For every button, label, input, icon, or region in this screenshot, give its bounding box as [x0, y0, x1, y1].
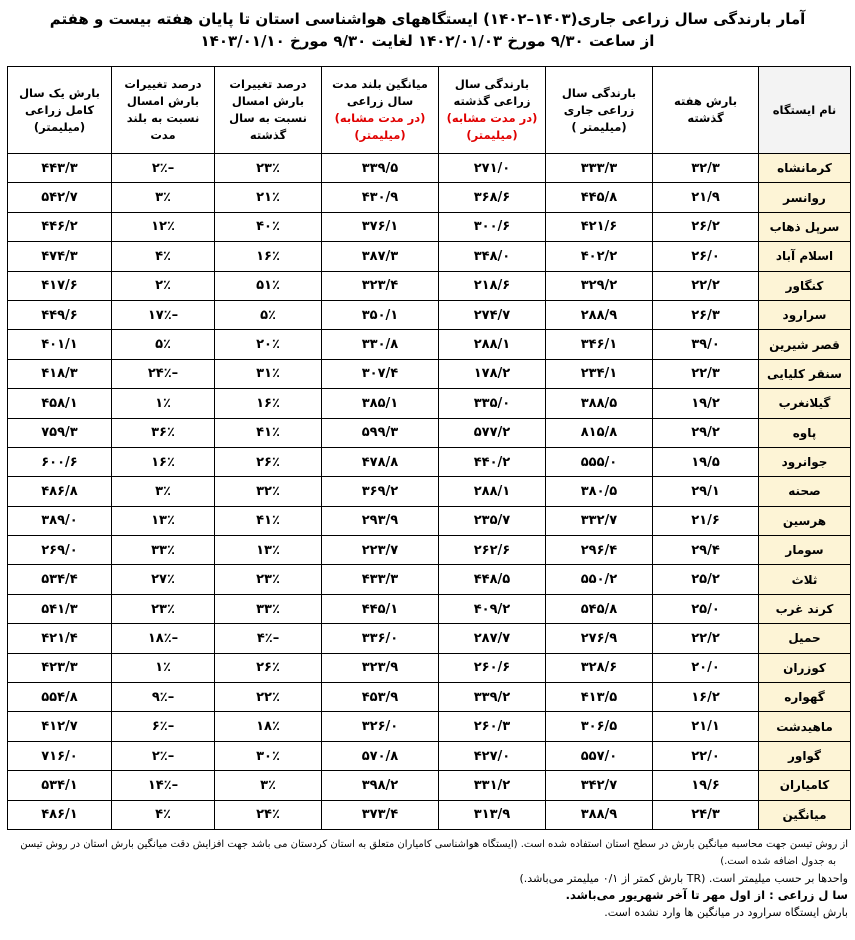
cell-pct-long: –۶٪ [112, 712, 215, 741]
note-sararud: بارش ایستگاه سرارود در میانگین ها وارد نشده است. [604, 906, 848, 919]
cell-longterm: ۲۲۳/۷ [322, 536, 439, 565]
cell-full: ۴۴۶/۲ [8, 212, 112, 241]
cell-current: ۵۵۷/۰ [546, 741, 653, 770]
cell-last: ۴۲۷/۰ [439, 741, 546, 770]
cell-station: اسلام آباد [759, 242, 851, 271]
cell-longterm: ۴۳۳/۳ [322, 565, 439, 594]
cell-pct-long: ۱۳٪ [112, 506, 215, 535]
cell-pct-long: –۲٪ [112, 154, 215, 183]
footnotes [5, 836, 848, 921]
cell-current: ۵۵۵/۰ [546, 447, 653, 476]
cell-last: ۱۷۸/۲ [439, 359, 546, 388]
cell-longterm: ۵۹۹/۳ [322, 418, 439, 447]
cell-last: ۳۶۸/۶ [439, 183, 546, 212]
table-row [8, 771, 851, 800]
cell-longterm: ۴۷۸/۸ [322, 447, 439, 476]
cell-last: ۲۳۵/۷ [439, 506, 546, 535]
cell-pct-last: ۱۶٪ [215, 389, 322, 418]
cell-pct-last: ۱۳٪ [215, 536, 322, 565]
title-line-2: از ساعت ۹/۳۰ مورخ ۱۴۰۲/۰۱/۰۳ لغایت ۹/۳۰ مورخ ۱۴۰۳/۰۱/۱۰ [200, 32, 655, 50]
cell-full: ۴۱۲/۷ [8, 712, 112, 741]
cell-longterm: ۲۹۳/۹ [322, 506, 439, 535]
cell-pct-long: ۳٪ [112, 183, 215, 212]
note-units: واحدها بر حسب میلیمتر است. (TR بارش کمتر از ۰/۱ میلیمتر می‌باشد.) [519, 872, 848, 885]
cell-full: ۵۴۱/۳ [8, 594, 112, 623]
cell-longterm: ۳۲۳/۹ [322, 653, 439, 682]
cell-pct-last: ۲۶٪ [215, 653, 322, 682]
table-row [8, 183, 851, 212]
cell-week: ۱۹/۵ [653, 447, 759, 476]
cell-week: ۲۲/۲ [653, 624, 759, 653]
cell-station: کرند غرب [759, 594, 851, 623]
cell-pct-last: ۲۶٪ [215, 447, 322, 476]
cell-longterm: ۴۴۵/۱ [322, 594, 439, 623]
cell-current: ۴۰۲/۲ [546, 242, 653, 271]
header-row [8, 67, 851, 154]
cell-pct-long: ۲۷٪ [112, 565, 215, 594]
cell-full: ۵۳۴/۱ [8, 771, 112, 800]
header-full-year: بارش یک سال کامل زراعی (میلیمتر) [8, 67, 112, 154]
cell-longterm: ۳۳۹/۵ [322, 154, 439, 183]
cell-current: ۲۹۶/۴ [546, 536, 653, 565]
cell-station: قصر شیرین [759, 330, 851, 359]
cell-week: ۲۲/۰ [653, 741, 759, 770]
cell-week: ۲۹/۲ [653, 418, 759, 447]
cell-full: ۴۲۱/۴ [8, 624, 112, 653]
cell-station: حمیل [759, 624, 851, 653]
cell-last: ۴۰۹/۲ [439, 594, 546, 623]
table-row [8, 594, 851, 623]
cell-current: ۵۴۵/۸ [546, 594, 653, 623]
cell-pct-long: ۳۶٪ [112, 418, 215, 447]
cell-current: ۳۴۶/۱ [546, 330, 653, 359]
header-station: نام ایستگاه [759, 67, 851, 154]
cell-last: ۳۰۰/۶ [439, 212, 546, 241]
table-row [8, 800, 851, 829]
cell-week: ۲۲/۳ [653, 359, 759, 388]
cell-week: ۲۱/۹ [653, 183, 759, 212]
table-row [8, 683, 851, 712]
cell-full: ۴۸۶/۸ [8, 477, 112, 506]
cell-station: گهواره [759, 683, 851, 712]
cell-station: سومار [759, 536, 851, 565]
cell-current: ۳۳۳/۳ [546, 154, 653, 183]
cell-current: ۲۷۶/۹ [546, 624, 653, 653]
cell-pct-long: –۹٪ [112, 683, 215, 712]
cell-full: ۵۴۲/۷ [8, 183, 112, 212]
cell-pct-last: ۴۰٪ [215, 212, 322, 241]
cell-pct-last: ۲۳٪ [215, 154, 322, 183]
cell-pct-long: ۱٪ [112, 653, 215, 682]
cell-full: ۳۸۹/۰ [8, 506, 112, 535]
cell-full: ۴۱۸/۳ [8, 359, 112, 388]
cell-pct-last: ۱۶٪ [215, 242, 322, 271]
cell-week: ۲۲/۲ [653, 271, 759, 300]
cell-station: سرارود [759, 300, 851, 329]
cell-longterm: ۳۸۵/۱ [322, 389, 439, 418]
cell-longterm: ۵۷۰/۸ [322, 741, 439, 770]
cell-last: ۳۳۱/۲ [439, 771, 546, 800]
cell-week: ۲۶/۲ [653, 212, 759, 241]
cell-station: هرسین [759, 506, 851, 535]
cell-pct-last: ۵۱٪ [215, 271, 322, 300]
cell-week: ۱۶/۲ [653, 683, 759, 712]
cell-last: ۲۷۴/۷ [439, 300, 546, 329]
table-row [8, 536, 851, 565]
cell-full: ۴۸۶/۱ [8, 800, 112, 829]
cell-current: ۳۳۲/۷ [546, 506, 653, 535]
cell-full: ۷۵۹/۳ [8, 418, 112, 447]
table-row [8, 624, 851, 653]
cell-last: ۲۶۰/۳ [439, 712, 546, 741]
cell-current: ۴۲۱/۶ [546, 212, 653, 241]
cell-pct-long: –۱۸٪ [112, 624, 215, 653]
cell-longterm: ۴۵۳/۹ [322, 683, 439, 712]
cell-longterm: ۳۸۷/۳ [322, 242, 439, 271]
cell-station: گواور [759, 741, 851, 770]
header-week: بارش هفته گذشته [653, 67, 759, 154]
cell-week: ۲۰/۰ [653, 653, 759, 682]
header-last: بارندگی سال زراعی گذشته (در مدت مشابه) (میلیمتر) [439, 67, 546, 154]
cell-current: ۳۴۲/۷ [546, 771, 653, 800]
cell-station: پاوه [759, 418, 851, 447]
cell-longterm: ۳۳۰/۸ [322, 330, 439, 359]
cell-pct-last: ۳۳٪ [215, 594, 322, 623]
cell-longterm: ۳۶۹/۲ [322, 477, 439, 506]
cell-pct-long: –۱۷٪ [112, 300, 215, 329]
cell-longterm: ۳۳۶/۰ [322, 624, 439, 653]
note-method-cont: به جدول اضافه شده است.) [720, 856, 836, 867]
cell-longterm: ۳۷۶/۱ [322, 212, 439, 241]
cell-pct-long: –۲٪ [112, 741, 215, 770]
cell-pct-long: ۳۳٪ [112, 536, 215, 565]
cell-current: ۲۳۴/۱ [546, 359, 653, 388]
table-row [8, 389, 851, 418]
cell-pct-long: ۴٪ [112, 242, 215, 271]
cell-current: ۳۸۰/۵ [546, 477, 653, 506]
cell-pct-last: ۵٪ [215, 300, 322, 329]
cell-pct-last: ۳٪ [215, 771, 322, 800]
cell-station: روانسر [759, 183, 851, 212]
cell-pct-last: ۴۱٪ [215, 418, 322, 447]
table-row [8, 477, 851, 506]
cell-pct-long: ۵٪ [112, 330, 215, 359]
cell-last: ۲۸۸/۱ [439, 477, 546, 506]
cell-week: ۳۹/۰ [653, 330, 759, 359]
cell-longterm: ۳۵۰/۱ [322, 300, 439, 329]
cell-pct-long: ۲۳٪ [112, 594, 215, 623]
cell-station: سرپل ذهاب [759, 212, 851, 241]
cell-current: ۳۲۸/۶ [546, 653, 653, 682]
table-row [8, 300, 851, 329]
cell-current: ۳۰۶/۵ [546, 712, 653, 741]
cell-full: ۴۵۸/۱ [8, 389, 112, 418]
table-row [8, 741, 851, 770]
cell-pct-long: ۳٪ [112, 477, 215, 506]
cell-pct-long: ۲٪ [112, 271, 215, 300]
cell-full: ۴۱۷/۶ [8, 271, 112, 300]
table-row [8, 447, 851, 476]
cell-last: ۲۸۷/۷ [439, 624, 546, 653]
cell-pct-last: ۳۲٪ [215, 477, 322, 506]
cell-week: ۲۵/۲ [653, 565, 759, 594]
rainfall-table [7, 66, 851, 830]
cell-pct-long: –۲۴٪ [112, 359, 215, 388]
cell-current: ۸۱۵/۸ [546, 418, 653, 447]
cell-full: ۶۰۰/۶ [8, 447, 112, 476]
header-pct-long: درصد تغییرات بارش امسال نسبت به بلند مدت [112, 67, 215, 154]
cell-current: ۵۵۰/۲ [546, 565, 653, 594]
table-row [8, 212, 851, 241]
cell-longterm: ۳۰۷/۴ [322, 359, 439, 388]
cell-pct-last: ۲۰٪ [215, 330, 322, 359]
cell-week: ۲۵/۰ [653, 594, 759, 623]
cell-week: ۲۴/۳ [653, 800, 759, 829]
cell-station: صحنه [759, 477, 851, 506]
cell-full: ۲۶۹/۰ [8, 536, 112, 565]
table-row [8, 330, 851, 359]
cell-station: گیلانغرب [759, 389, 851, 418]
cell-week: ۳۲/۳ [653, 154, 759, 183]
cell-week: ۱۹/۲ [653, 389, 759, 418]
cell-pct-long: ۱٪ [112, 389, 215, 418]
table-body [8, 154, 851, 830]
cell-longterm: ۳۲۳/۴ [322, 271, 439, 300]
cell-full: ۴۲۳/۳ [8, 653, 112, 682]
title-line-1: آمار بارندگی سال زراعی جاری(۱۴۰۳–۱۴۰۲) ایستگاههای هواشناسی استان تا پایان هفته بیست و هفتم [49, 10, 806, 28]
table-row [8, 506, 851, 535]
cell-pct-last: ۴۱٪ [215, 506, 322, 535]
cell-week: ۲۱/۶ [653, 506, 759, 535]
cell-last: ۴۴۸/۵ [439, 565, 546, 594]
header-longterm: میانگین بلند مدت سال زراعی (در مدت مشابه) (میلیمتر) [322, 67, 439, 154]
cell-week: ۲۱/۱ [653, 712, 759, 741]
cell-station: کوزران [759, 653, 851, 682]
table-row [8, 359, 851, 388]
cell-station: سنقر کلیایی [759, 359, 851, 388]
cell-pct-last: ۲۱٪ [215, 183, 322, 212]
table-row [8, 565, 851, 594]
cell-current: ۳۸۸/۵ [546, 389, 653, 418]
cell-last: ۲۸۸/۱ [439, 330, 546, 359]
cell-pct-long: ۴٪ [112, 800, 215, 829]
cell-last: ۲۱۸/۶ [439, 271, 546, 300]
cell-current: ۳۲۹/۲ [546, 271, 653, 300]
cell-pct-last: ۲۳٪ [215, 565, 322, 594]
cell-last: ۲۶۲/۶ [439, 536, 546, 565]
cell-week: ۲۹/۴ [653, 536, 759, 565]
cell-full: ۵۵۴/۸ [8, 683, 112, 712]
cell-last: ۳۳۹/۲ [439, 683, 546, 712]
cell-longterm: ۴۳۰/۹ [322, 183, 439, 212]
cell-full: ۴۷۴/۳ [8, 242, 112, 271]
cell-full: ۵۳۴/۴ [8, 565, 112, 594]
cell-week: ۲۶/۳ [653, 300, 759, 329]
cell-station: ثلاث [759, 565, 851, 594]
cell-week: ۲۹/۱ [653, 477, 759, 506]
report-title [0, 0, 855, 52]
cell-station: جوانرود [759, 447, 851, 476]
note-method: از روش تیسن جهت محاسبه میانگین بارش در سطح استان استفاده شده است. (ایستگاه هواشناسی کامیاران متعلق به استان کردستان می باشد جهت افزایش دقت میانگین بارش استان در روش تیسن [20, 839, 848, 850]
cell-week: ۲۶/۰ [653, 242, 759, 271]
cell-current: ۲۸۸/۹ [546, 300, 653, 329]
cell-last: ۵۷۷/۲ [439, 418, 546, 447]
cell-full: ۴۰۱/۱ [8, 330, 112, 359]
cell-current: ۴۱۳/۵ [546, 683, 653, 712]
cell-last: ۳۱۳/۹ [439, 800, 546, 829]
cell-full: ۴۴۹/۶ [8, 300, 112, 329]
cell-current: ۴۴۵/۸ [546, 183, 653, 212]
table-row [8, 154, 851, 183]
cell-longterm: ۳۷۳/۴ [322, 800, 439, 829]
cell-pct-last: ۳۱٪ [215, 359, 322, 388]
cell-station: کرمانشاه [759, 154, 851, 183]
cell-pct-last: ۱۸٪ [215, 712, 322, 741]
cell-current: ۳۸۸/۹ [546, 800, 653, 829]
cell-pct-last: –۴٪ [215, 624, 322, 653]
cell-longterm: ۳۹۸/۲ [322, 771, 439, 800]
table-row [8, 653, 851, 682]
cell-last: ۲۶۰/۶ [439, 653, 546, 682]
cell-pct-last: ۲۲٪ [215, 683, 322, 712]
cell-last: ۲۷۱/۰ [439, 154, 546, 183]
cell-longterm: ۳۲۶/۰ [322, 712, 439, 741]
cell-station: میانگین [759, 800, 851, 829]
cell-station: ماهیدشت [759, 712, 851, 741]
cell-station: کامیاران [759, 771, 851, 800]
cell-week: ۱۹/۶ [653, 771, 759, 800]
cell-last: ۳۳۵/۰ [439, 389, 546, 418]
note-crop-year: سا ل زراعی : از اول مهر تا آخر شهریور می‌باشد. [565, 888, 848, 902]
table-row [8, 418, 851, 447]
cell-pct-last: ۲۴٪ [215, 800, 322, 829]
cell-last: ۳۴۸/۰ [439, 242, 546, 271]
header-current: بارندگی سال زراعی جاری (میلیمتر ) [546, 67, 653, 154]
cell-pct-long: –۱۴٪ [112, 771, 215, 800]
cell-station: کنگاور [759, 271, 851, 300]
table-row [8, 271, 851, 300]
header-pct-last: درصد تغییرات بارش امسال نسبت به سال گذشته [215, 67, 322, 154]
cell-full: ۴۴۳/۳ [8, 154, 112, 183]
cell-full: ۷۱۶/۰ [8, 741, 112, 770]
cell-last: ۴۴۰/۲ [439, 447, 546, 476]
table-row [8, 242, 851, 271]
table-row [8, 712, 851, 741]
cell-pct-long: ۱۲٪ [112, 212, 215, 241]
cell-pct-long: ۱۶٪ [112, 447, 215, 476]
cell-pct-last: ۳۰٪ [215, 741, 322, 770]
